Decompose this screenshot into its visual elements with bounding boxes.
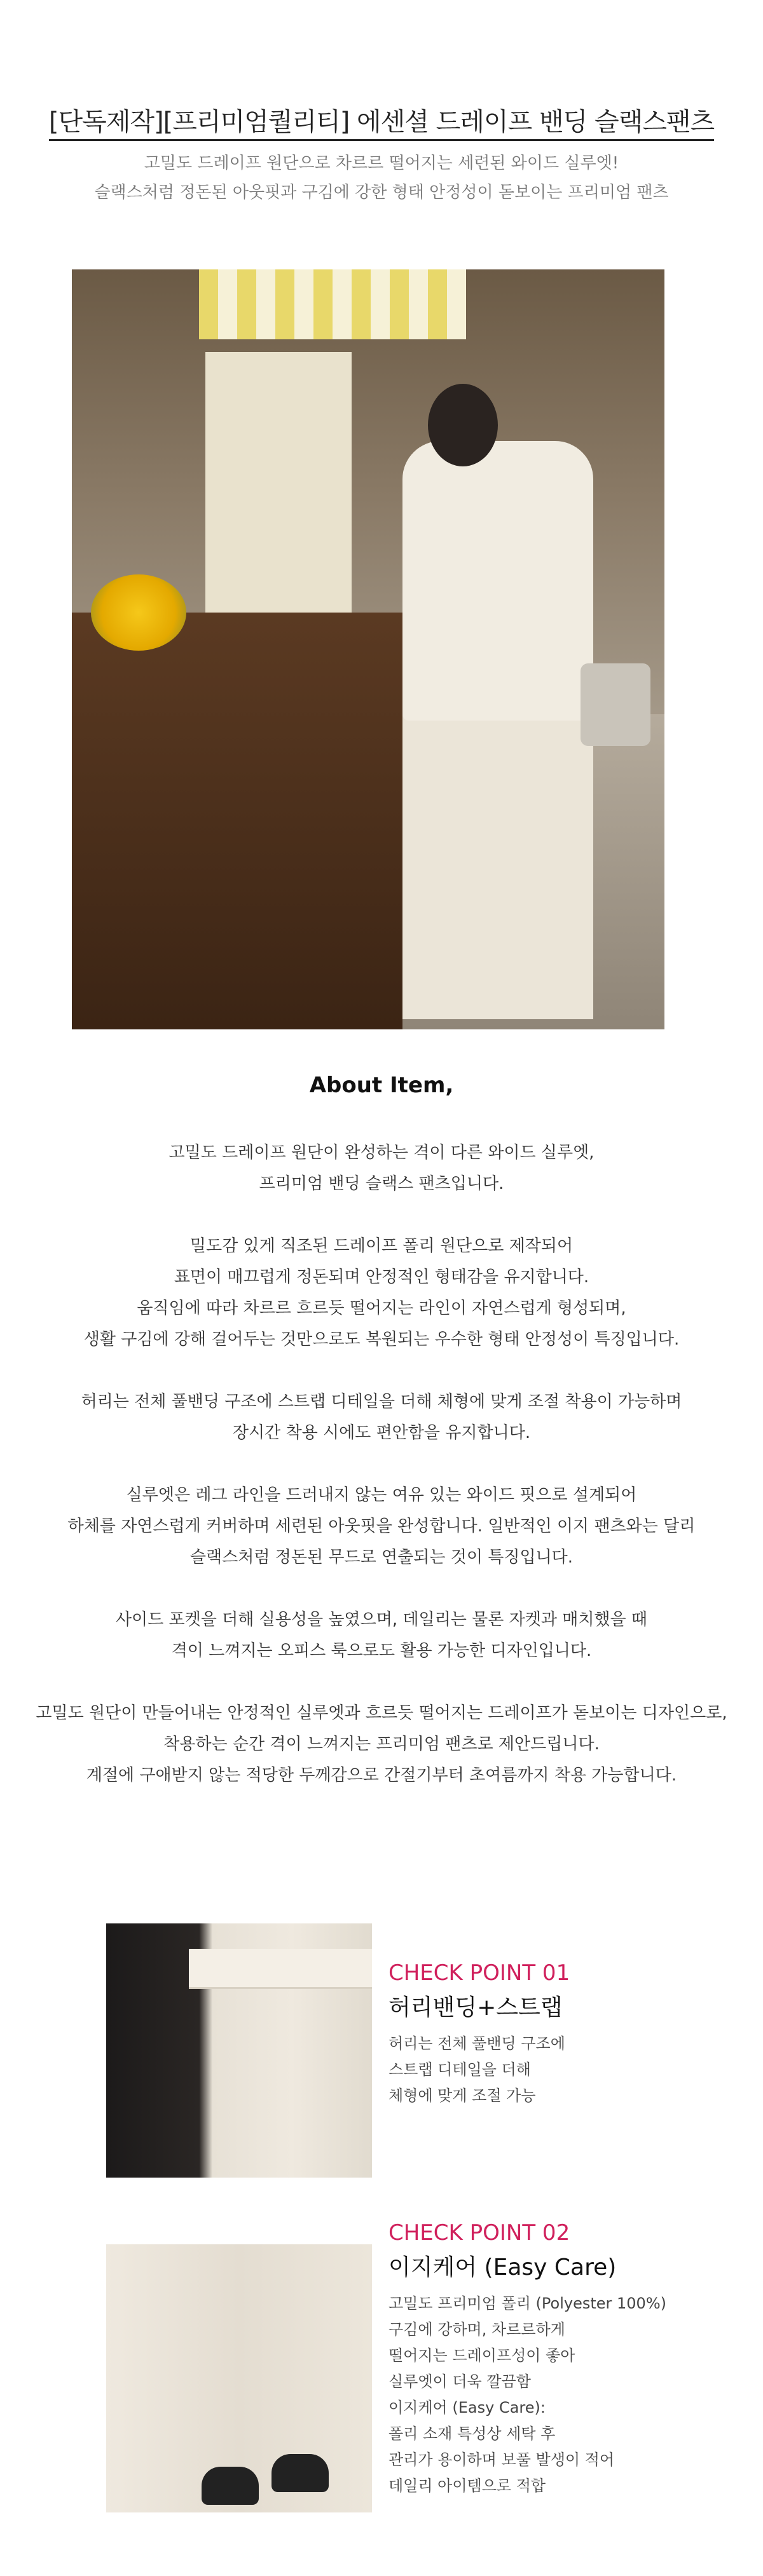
photo-flowers xyxy=(91,574,186,651)
about-paragraph-4 xyxy=(0,1480,763,1573)
about-paragraph-3 xyxy=(0,1386,763,1449)
check-point-1 xyxy=(388,1960,745,2109)
about-paragraph-5 xyxy=(0,1604,763,1667)
about-line: 허리는 전체 풀밴딩 구조에 스트랩 디테일을 더해 체형에 맞게 조절 착용이 가능하며 xyxy=(81,1392,682,1411)
check-point-line: 관리가 용이하며 보풀 발생이 적어 xyxy=(388,2451,615,2469)
about-line: 움직임에 따라 차르르 흐르듯 떨어지는 라인이 자연스럽게 형성되며, xyxy=(137,1299,626,1318)
about-line: 고밀도 원단이 만들어내는 안정적인 실루엣과 흐르듯 떨어지는 드레이프가 돋보이는 디자인으로, xyxy=(36,1704,727,1723)
about-line: 표면이 매끄럽게 정돈되며 안정적인 형태감을 유지합니다. xyxy=(174,1268,589,1287)
about-line: 착용하는 순간 격이 느껴지는 프리미엄 팬츠로 제안드립니다. xyxy=(163,1735,600,1754)
about-line: 장시간 착용 시에도 편안함을 유지합니다. xyxy=(232,1423,531,1442)
check-point-1-heading: 허리밴딩+스트랩 xyxy=(388,1995,563,2021)
check-point-line: 고밀도 프리미엄 폴리 (Polyester 100%) xyxy=(388,2295,666,2312)
about-item-heading: About Item, xyxy=(309,1073,454,1098)
about-line: 프리미엄 밴딩 슬랙스 팬츠입니다. xyxy=(259,1174,504,1193)
check-point-line: 허리는 전체 풀밴딩 구조에 xyxy=(388,2035,565,2052)
product-title xyxy=(0,102,763,138)
main-product-photo xyxy=(72,269,664,1029)
check-point-line: 구김에 강하며, 차르르하게 xyxy=(388,2321,565,2338)
product-title-text: [단독제작][프리미엄퀄리티] 에센셜 드레이프 밴딩 슬랙스팬츠 xyxy=(49,107,714,141)
photo-model-head xyxy=(428,384,498,466)
about-paragraph-2 xyxy=(0,1231,763,1355)
shoe-right xyxy=(272,2454,329,2492)
check-point-line: 이지케어 (Easy Care): xyxy=(388,2399,546,2417)
check-point-2 xyxy=(388,2220,745,2499)
about-paragraph-6 xyxy=(0,1698,763,1791)
about-line: 사이드 포켓을 더해 실용성을 높였으며, 데일리는 물론 자켓과 매치했을 때 xyxy=(115,1610,648,1629)
check-point-2-description xyxy=(388,2291,745,2499)
check-point-line: 떨어지는 드레이프성이 좋아 xyxy=(388,2347,575,2364)
check-point-line: 폴리 소재 특성상 세탁 후 xyxy=(388,2425,556,2443)
about-line: 실루엣은 레그 라인을 드러내지 않는 여유 있는 와이드 핏으로 설계되어 xyxy=(126,1486,637,1505)
check-point-2-heading: 이지케어 (Easy Care) xyxy=(388,2254,617,2281)
photo-counter xyxy=(72,613,402,1029)
photo-model-top xyxy=(402,441,593,721)
check-point-line: 실루엣이 더욱 깔끔함 xyxy=(388,2373,531,2390)
about-line: 밀도감 있게 직조된 드레이프 폴리 원단으로 제작되어 xyxy=(189,1237,574,1256)
check-point-2-label: CHECK POINT 02 xyxy=(388,2220,570,2246)
about-line: 슬랙스처럼 정돈된 무드로 연출되는 것이 특징입니다. xyxy=(189,1548,574,1567)
about-line: 생활 구김에 강해 걸어두는 것만으로도 복원되는 우수한 형태 안정성이 특징입니다. xyxy=(83,1330,680,1349)
check-point-line: 체형에 맞게 조절 가능 xyxy=(388,2087,536,2105)
check-point-1-description xyxy=(388,2031,745,2109)
photo-awning xyxy=(199,269,466,339)
photo-model-pants xyxy=(402,714,593,1019)
about-line: 격이 느껴지는 오피스 룩으로도 활용 가능한 디자인입니다. xyxy=(171,1641,592,1660)
waistband-detail xyxy=(189,1949,372,1989)
about-paragraph-1 xyxy=(0,1137,763,1200)
about-item-body xyxy=(0,1137,763,1822)
product-subtitle-line-1: 고밀도 드레이프 원단으로 차르르 떨어지는 세련된 와이드 실루엣! xyxy=(144,154,619,173)
check-point-line: 스트랩 디테일을 더해 xyxy=(388,2061,531,2078)
check-point-1-label: CHECK POINT 01 xyxy=(388,1960,570,1986)
about-line: 고밀도 드레이프 원단이 완성하는 격이 다른 와이드 실루엣, xyxy=(168,1143,595,1162)
photo-model-bag xyxy=(581,663,650,746)
product-subtitle-line-2: 슬랙스처럼 정돈된 아웃핏과 구김에 강한 형태 안정성이 돋보이는 프리미엄 팬츠 xyxy=(94,183,669,202)
about-line: 계절에 구애받지 않는 적당한 두께감으로 간절기부터 초여름까지 착용 가능합니다. xyxy=(86,1766,677,1785)
about-line: 하체를 자연스럽게 커버하며 세련된 아웃핏을 완성합니다. 일반적인 이지 팬츠와는 달리 xyxy=(67,1517,696,1536)
check-point-line: 데일리 아이템으로 적합 xyxy=(388,2477,546,2495)
shoe-left xyxy=(202,2467,259,2505)
check-point-2-photo xyxy=(106,2244,372,2512)
check-point-1-photo xyxy=(106,1923,372,2178)
